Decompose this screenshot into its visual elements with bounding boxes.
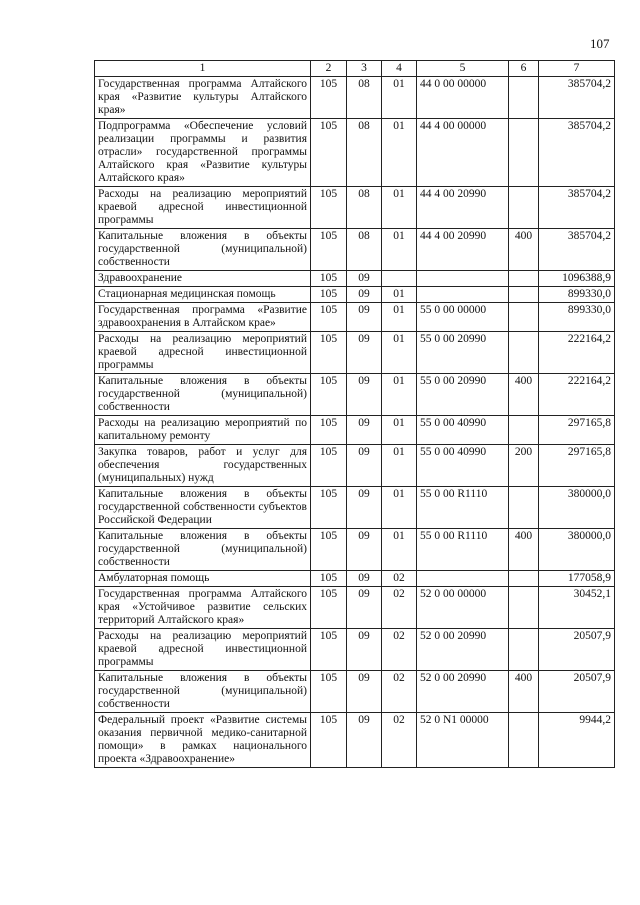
amount-cell: 385704,2 bbox=[539, 229, 615, 271]
amount-cell: 297165,8 bbox=[539, 416, 615, 445]
subsection-cell: 01 bbox=[382, 416, 417, 445]
table-row bbox=[95, 445, 615, 487]
admin-code-cell: 105 bbox=[311, 271, 347, 287]
expense-type-cell bbox=[509, 187, 539, 229]
column-header: 1 bbox=[95, 61, 311, 77]
table-row bbox=[95, 303, 615, 332]
budget-table bbox=[94, 60, 615, 768]
expense-type-cell: 400 bbox=[509, 229, 539, 271]
target-article-cell: 44 4 00 20990 bbox=[417, 229, 509, 271]
admin-code-cell: 105 bbox=[311, 587, 347, 629]
section-cell: 09 bbox=[347, 713, 382, 768]
row-name-cell: Капитальные вложения в объекты государственной (муниципальной) собственности bbox=[95, 529, 311, 571]
expense-type-cell bbox=[509, 332, 539, 374]
section-cell: 08 bbox=[347, 187, 382, 229]
target-article-cell: 55 0 00 40990 bbox=[417, 416, 509, 445]
admin-code-cell: 105 bbox=[311, 416, 347, 445]
target-article-cell: 55 0 00 R1110 bbox=[417, 529, 509, 571]
amount-cell: 9944,2 bbox=[539, 713, 615, 768]
subsection-cell bbox=[382, 271, 417, 287]
row-name-cell: Расходы на реализацию мероприятий краевой адресной инвестиционной программы bbox=[95, 629, 311, 671]
amount-cell: 899330,0 bbox=[539, 303, 615, 332]
table-body bbox=[95, 77, 615, 768]
admin-code-cell: 105 bbox=[311, 445, 347, 487]
subsection-cell: 01 bbox=[382, 287, 417, 303]
expense-type-cell bbox=[509, 77, 539, 119]
row-name-cell: Здравоохранение bbox=[95, 271, 311, 287]
expense-type-cell bbox=[509, 713, 539, 768]
amount-cell: 385704,2 bbox=[539, 119, 615, 187]
row-name-cell: Государственная программа Алтайского края «Устойчивое развитие сельских территорий Алтайского края» bbox=[95, 587, 311, 629]
table-row bbox=[95, 529, 615, 571]
admin-code-cell: 105 bbox=[311, 287, 347, 303]
subsection-cell: 01 bbox=[382, 332, 417, 374]
section-cell: 08 bbox=[347, 119, 382, 187]
section-cell: 09 bbox=[347, 374, 382, 416]
expense-type-cell bbox=[509, 416, 539, 445]
amount-cell: 20507,9 bbox=[539, 629, 615, 671]
target-article-cell: 55 0 00 R1110 bbox=[417, 487, 509, 529]
subsection-cell: 01 bbox=[382, 529, 417, 571]
subsection-cell: 01 bbox=[382, 487, 417, 529]
target-article-cell: 52 0 00 20990 bbox=[417, 671, 509, 713]
target-article-cell bbox=[417, 571, 509, 587]
subsection-cell: 01 bbox=[382, 77, 417, 119]
amount-cell: 1096388,9 bbox=[539, 271, 615, 287]
page-number: 107 bbox=[590, 36, 610, 51]
table-row bbox=[95, 587, 615, 629]
column-header: 6 bbox=[509, 61, 539, 77]
admin-code-cell: 105 bbox=[311, 374, 347, 416]
table-header bbox=[95, 61, 615, 77]
target-article-cell: 52 0 00 00000 bbox=[417, 587, 509, 629]
subsection-cell: 01 bbox=[382, 119, 417, 187]
amount-cell: 899330,0 bbox=[539, 287, 615, 303]
amount-cell: 385704,2 bbox=[539, 77, 615, 119]
row-name-cell: Расходы на реализацию мероприятий краевой адресной инвестиционной программы bbox=[95, 332, 311, 374]
target-article-cell: 44 0 00 00000 bbox=[417, 77, 509, 119]
amount-cell: 380000,0 bbox=[539, 487, 615, 529]
expense-type-cell: 200 bbox=[509, 445, 539, 487]
subsection-cell: 01 bbox=[382, 374, 417, 416]
section-cell: 08 bbox=[347, 229, 382, 271]
table-row bbox=[95, 416, 615, 445]
amount-cell: 297165,8 bbox=[539, 445, 615, 487]
amount-cell: 222164,2 bbox=[539, 332, 615, 374]
table-row bbox=[95, 187, 615, 229]
row-name-cell: Капитальные вложения в объекты государственной собственности субъектов Российской Федерации bbox=[95, 487, 311, 529]
column-header: 7 bbox=[539, 61, 615, 77]
subsection-cell: 01 bbox=[382, 303, 417, 332]
table-row bbox=[95, 629, 615, 671]
section-cell: 09 bbox=[347, 571, 382, 587]
column-header: 2 bbox=[311, 61, 347, 77]
row-name-cell: Закупка товаров, работ и услуг для обеспечения государственных (муниципальных) нужд bbox=[95, 445, 311, 487]
amount-cell: 20507,9 bbox=[539, 671, 615, 713]
column-header: 5 bbox=[417, 61, 509, 77]
section-cell: 09 bbox=[347, 671, 382, 713]
table-row bbox=[95, 332, 615, 374]
subsection-cell: 02 bbox=[382, 629, 417, 671]
amount-cell: 177058,9 bbox=[539, 571, 615, 587]
subsection-cell: 01 bbox=[382, 229, 417, 271]
subsection-cell: 02 bbox=[382, 571, 417, 587]
target-article-cell: 55 0 00 20990 bbox=[417, 374, 509, 416]
row-name-cell: Расходы на реализацию мероприятий краевой адресной инвестиционной программы bbox=[95, 187, 311, 229]
expense-type-cell bbox=[509, 571, 539, 587]
row-name-cell: Капитальные вложения в объекты государственной (муниципальной) собственности bbox=[95, 671, 311, 713]
section-cell: 09 bbox=[347, 629, 382, 671]
section-cell: 08 bbox=[347, 77, 382, 119]
subsection-cell: 01 bbox=[382, 445, 417, 487]
table-row bbox=[95, 271, 615, 287]
admin-code-cell: 105 bbox=[311, 713, 347, 768]
table-row bbox=[95, 77, 615, 119]
table-row bbox=[95, 713, 615, 768]
expense-type-cell bbox=[509, 271, 539, 287]
admin-code-cell: 105 bbox=[311, 229, 347, 271]
row-name-cell: Стационарная медицинская помощь bbox=[95, 287, 311, 303]
row-name-cell: Подпрограмма «Обеспечение условий реализации программы и развития отрасли» государственной программы Алтайского края «Развитие культуры Алтайского края» bbox=[95, 119, 311, 187]
admin-code-cell: 105 bbox=[311, 119, 347, 187]
table-row bbox=[95, 287, 615, 303]
amount-cell: 30452,1 bbox=[539, 587, 615, 629]
expense-type-cell bbox=[509, 287, 539, 303]
section-cell: 09 bbox=[347, 287, 382, 303]
expense-type-cell: 400 bbox=[509, 374, 539, 416]
table-row bbox=[95, 571, 615, 587]
row-name-cell: Расходы на реализацию мероприятий по капитальному ремонту bbox=[95, 416, 311, 445]
subsection-cell: 02 bbox=[382, 587, 417, 629]
amount-cell: 385704,2 bbox=[539, 187, 615, 229]
table-row bbox=[95, 119, 615, 187]
amount-cell: 222164,2 bbox=[539, 374, 615, 416]
row-name-cell: Федеральный проект «Развитие системы оказания первичной медико-санитарной помощи» в рамках национального проекта «Здравоохранение» bbox=[95, 713, 311, 768]
table-row bbox=[95, 487, 615, 529]
expense-type-cell: 400 bbox=[509, 529, 539, 571]
section-cell: 09 bbox=[347, 587, 382, 629]
header-row bbox=[95, 61, 615, 77]
admin-code-cell: 105 bbox=[311, 303, 347, 332]
admin-code-cell: 105 bbox=[311, 571, 347, 587]
row-name-cell: Государственная программа Алтайского края «Развитие культуры Алтайского края» bbox=[95, 77, 311, 119]
section-cell: 09 bbox=[347, 303, 382, 332]
subsection-cell: 02 bbox=[382, 671, 417, 713]
expense-type-cell bbox=[509, 119, 539, 187]
expense-type-cell bbox=[509, 487, 539, 529]
table-row bbox=[95, 374, 615, 416]
target-article-cell: 44 4 00 00000 bbox=[417, 119, 509, 187]
subsection-cell: 01 bbox=[382, 187, 417, 229]
column-header: 3 bbox=[347, 61, 382, 77]
admin-code-cell: 105 bbox=[311, 332, 347, 374]
target-article-cell: 55 0 00 40990 bbox=[417, 445, 509, 487]
table-row bbox=[95, 671, 615, 713]
row-name-cell: Государственная программа «Развитие здравоохранения в Алтайском крае» bbox=[95, 303, 311, 332]
target-article-cell: 52 0 00 20990 bbox=[417, 629, 509, 671]
target-article-cell: 44 4 00 20990 bbox=[417, 187, 509, 229]
section-cell: 09 bbox=[347, 445, 382, 487]
admin-code-cell: 105 bbox=[311, 529, 347, 571]
target-article-cell: 55 0 00 00000 bbox=[417, 303, 509, 332]
target-article-cell bbox=[417, 287, 509, 303]
row-name-cell: Капитальные вложения в объекты государственной (муниципальной) собственности bbox=[95, 374, 311, 416]
expense-type-cell bbox=[509, 629, 539, 671]
row-name-cell: Амбулаторная помощь bbox=[95, 571, 311, 587]
subsection-cell: 02 bbox=[382, 713, 417, 768]
expense-type-cell bbox=[509, 587, 539, 629]
section-cell: 09 bbox=[347, 487, 382, 529]
admin-code-cell: 105 bbox=[311, 671, 347, 713]
admin-code-cell: 105 bbox=[311, 629, 347, 671]
section-cell: 09 bbox=[347, 332, 382, 374]
row-name-cell: Капитальные вложения в объекты государственной (муниципальной) собственности bbox=[95, 229, 311, 271]
admin-code-cell: 105 bbox=[311, 487, 347, 529]
table-row bbox=[95, 229, 615, 271]
admin-code-cell: 105 bbox=[311, 187, 347, 229]
amount-cell: 380000,0 bbox=[539, 529, 615, 571]
section-cell: 09 bbox=[347, 416, 382, 445]
target-article-cell: 52 0 N1 00000 bbox=[417, 713, 509, 768]
target-article-cell: 55 0 00 20990 bbox=[417, 332, 509, 374]
admin-code-cell: 105 bbox=[311, 77, 347, 119]
section-cell: 09 bbox=[347, 271, 382, 287]
column-header: 4 bbox=[382, 61, 417, 77]
expense-type-cell bbox=[509, 303, 539, 332]
expense-type-cell: 400 bbox=[509, 671, 539, 713]
section-cell: 09 bbox=[347, 529, 382, 571]
target-article-cell bbox=[417, 271, 509, 287]
